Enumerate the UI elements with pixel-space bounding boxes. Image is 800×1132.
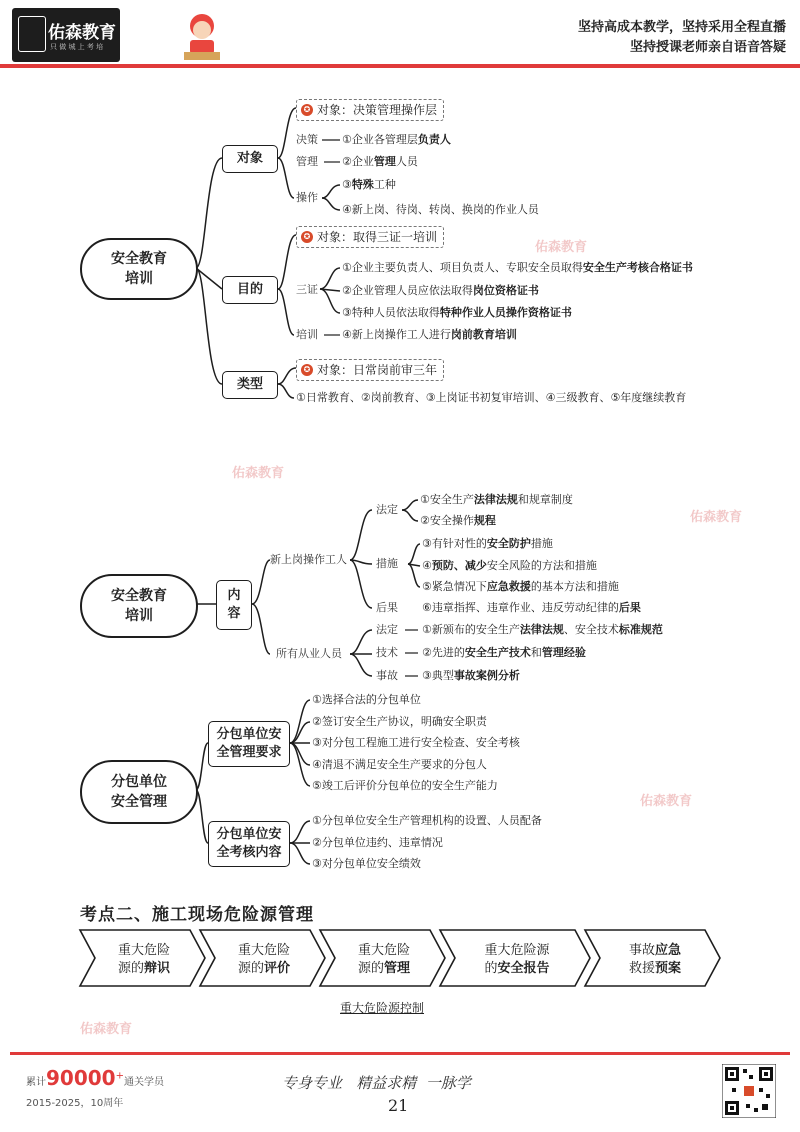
qr-code-icon bbox=[722, 1064, 776, 1118]
watermark-logo: 佑森教育 bbox=[535, 240, 588, 255]
map3-evaluation-node: 分包单位安 全考核内容 bbox=[208, 821, 290, 867]
category-label: 管理 bbox=[296, 155, 318, 168]
list-item: ②企业管理人员 bbox=[342, 155, 418, 168]
star-icon: ✪ bbox=[301, 104, 313, 116]
category-label: 三证 bbox=[296, 283, 318, 296]
list-item: ④新上岗、待岗、转岗、换岗的作业人员 bbox=[342, 203, 539, 216]
list-item: ②先进的安全生产技术和管理经验 bbox=[422, 646, 586, 659]
list-item: ④预防、减少安全风险的方法和措施 bbox=[422, 559, 597, 572]
list-item: ⑤竣工后评价分包单位的安全生产能力 bbox=[312, 779, 498, 792]
note-text: 对象：日常岗前审三年 bbox=[317, 363, 438, 377]
step-label: 重大危险源 的安全报告 bbox=[484, 943, 550, 976]
list-item: ③对分包工程施工进行安全检查、安全考核 bbox=[312, 736, 520, 749]
list-item: ②企业管理人员应依法取得岗位资格证书 bbox=[342, 284, 539, 297]
step-label: 重大危险 源的评价 bbox=[237, 943, 291, 976]
list-item: ①安全生产法律法规和规章制度 bbox=[420, 493, 573, 506]
header-tagline-1: 坚持高成本教学，坚持采用全程直播 bbox=[577, 20, 786, 35]
watermark-logo: 佑森教育 bbox=[80, 1022, 133, 1037]
step-label: 重大危险 源的管理 bbox=[357, 943, 411, 976]
map1-types-node: 类型 bbox=[222, 371, 278, 399]
map3-requirements-node: 分包单位安 全管理要求 bbox=[208, 721, 290, 767]
footer-years: 2015-2025，10周年 bbox=[26, 1098, 124, 1109]
category-label: 决策 bbox=[296, 133, 318, 146]
map1-root-node: 安全教育 培训 bbox=[80, 238, 198, 300]
group-label: 所有从业人员 bbox=[276, 647, 342, 660]
list-item: ①企业主要负责人、项目负责人、专职安全员取得安全生产考核合格证书 bbox=[342, 261, 693, 274]
list-item: ①分包单位安全生产管理机构的设置、人员配备 bbox=[312, 814, 542, 827]
page-number: 21 bbox=[388, 1096, 409, 1115]
category-label: 培训 bbox=[296, 328, 318, 341]
list-item: ③特殊工种 bbox=[342, 178, 396, 191]
header-tagline-2: 坚持授课老师亲自语音答疑 bbox=[629, 40, 786, 55]
map3-root-node: 分包单位 安全管理 bbox=[80, 760, 198, 824]
footer-stats: 累计90000+通关学员 bbox=[26, 1066, 164, 1090]
list-item: ③特种人员依法取得特种作业人员操作资格证书 bbox=[342, 306, 572, 319]
note-text: 对象：取得三证一培训 bbox=[317, 230, 438, 244]
map2-root-node: 安全教育 培训 bbox=[80, 574, 198, 638]
map2-content-node: 内 容 bbox=[216, 580, 252, 630]
list-item: ①日常教育、②岗前教育、③上岗证书初复审培训、④三级教育、⑤年度继续教育 bbox=[296, 391, 687, 404]
category-label: 法定 bbox=[376, 623, 398, 636]
list-item: ①企业各管理层负责人 bbox=[342, 133, 451, 146]
list-item: ④新上岗操作工人进行岗前教育培训 bbox=[342, 328, 517, 341]
star-icon: ✪ bbox=[301, 364, 313, 376]
list-item: ②安全操作规程 bbox=[420, 514, 496, 527]
list-item: ②签订安全生产协议，明确安全职责 bbox=[312, 715, 487, 728]
map1-target-node: 对象 bbox=[222, 145, 278, 173]
map1-purpose-node: 目的 bbox=[222, 276, 278, 304]
note-text: 对象：决策管理操作层 bbox=[317, 103, 438, 117]
logo-slogan: 只 做 城 上 考 培 bbox=[50, 43, 104, 51]
group-label: 新上岗操作工人 bbox=[270, 553, 347, 566]
category-label: 事故 bbox=[376, 669, 398, 682]
flow-caption: 重大危险源控制 bbox=[340, 1001, 425, 1015]
category-label: 操作 bbox=[296, 191, 318, 204]
list-item: ⑤紧急情况下应急救援的基本方法和措施 bbox=[422, 580, 619, 593]
section-title: 考点二、施工现场危险源管理 bbox=[80, 905, 314, 925]
list-item: ①新颁布的安全生产法律法规、安全技术标准规范 bbox=[422, 623, 663, 636]
list-item: ⑥违章指挥、违章作业、违反劳动纪律的后果 bbox=[422, 601, 641, 614]
list-item: ④清退不满足安全生产要求的分包人 bbox=[312, 758, 487, 771]
logo-text: 佑森教育 bbox=[48, 23, 116, 43]
footer-rule bbox=[10, 1052, 790, 1055]
category-label: 法定 bbox=[376, 503, 398, 516]
step-label: 重大危险 源的辩识 bbox=[117, 943, 171, 976]
category-label: 后果 bbox=[376, 601, 398, 614]
watermark-logo: 佑森教育 bbox=[690, 510, 743, 525]
list-item: ②分包单位违约、违章情况 bbox=[312, 836, 443, 849]
footer-motto: 专身专业 精益求精 一脉学 bbox=[282, 1074, 471, 1092]
list-item: ③对分包单位安全绩效 bbox=[312, 857, 421, 870]
watermark-logo: 佑森教育 bbox=[232, 466, 285, 481]
star-icon: ✪ bbox=[301, 231, 313, 243]
list-item: ①选择合法的分包单位 bbox=[312, 693, 421, 706]
list-item: ③有针对性的安全防护措施 bbox=[422, 537, 553, 550]
step-label: 事故应急 救援预案 bbox=[628, 943, 682, 976]
category-label: 措施 bbox=[376, 557, 398, 570]
list-item: ③典型事故案例分析 bbox=[422, 669, 520, 682]
watermark-logo: 佑森教育 bbox=[640, 794, 693, 809]
category-label: 技术 bbox=[376, 646, 398, 659]
